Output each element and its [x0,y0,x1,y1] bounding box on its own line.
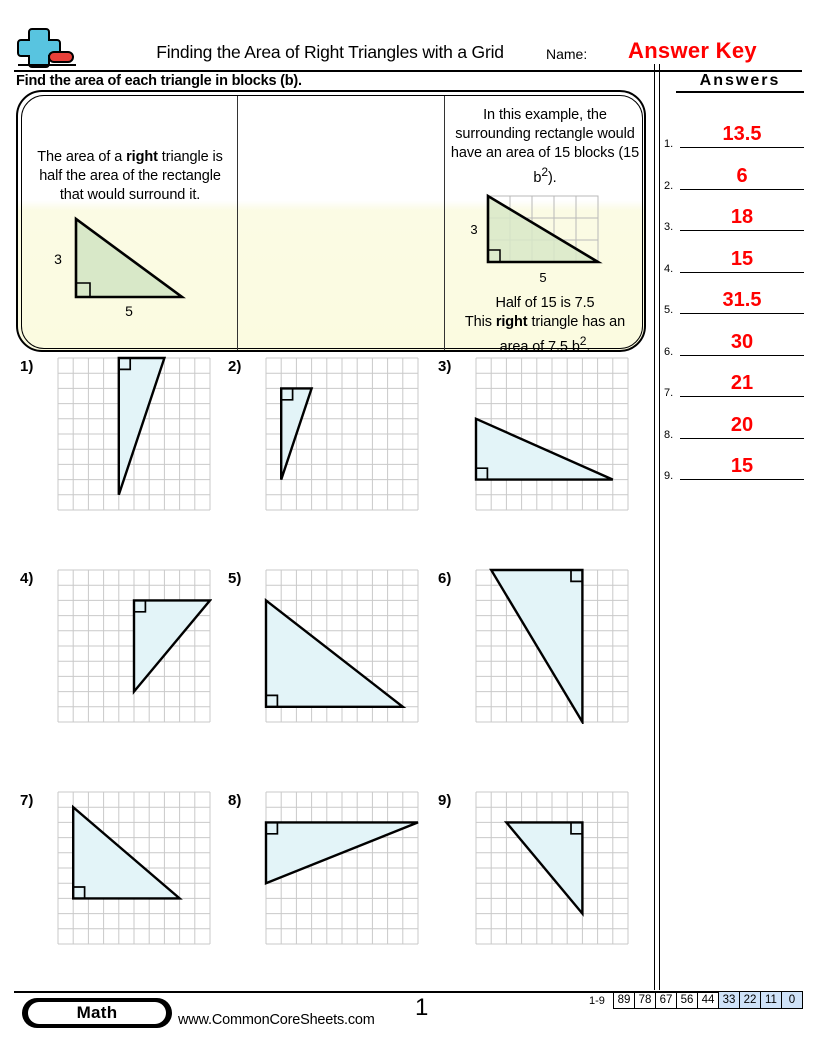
example-right-triangle [446,188,644,288]
answer-value-8: 20 [730,413,754,436]
answer-blank-line-5[interactable] [680,313,804,314]
answer-row-2 [664,164,804,192]
answer-row-3 [664,206,804,233]
answer-value-1: 13.5 [722,123,762,145]
example-right-bot-sup: 2 [579,333,587,348]
triangle-shape [266,600,403,706]
example-left-text-part1: The area of a [37,149,127,165]
instruction-text: Find the area of each triangle in blocks (b). [16,73,302,89]
scale-cell-67: 67 [656,992,677,1009]
scoring-scale-table [613,991,803,1009]
svg-text:3: 3 [470,221,478,237]
scale-cell-22: 22 [740,992,761,1009]
answer-value-6: 30 [730,330,754,353]
answer-number-4: 4. [664,262,674,275]
example-right-text-bottom [446,288,644,352]
answer-row-8 [664,413,804,441]
subject-badge [22,998,172,1028]
answers-heading: Answers [676,72,804,93]
problem-grid-9 [474,790,630,946]
problem-number-9: 9) [438,792,452,809]
answer-blank-line-8[interactable] [680,438,804,439]
scale-cell-56: 56 [677,992,698,1009]
scale-range-label: 1-9 [589,995,605,1007]
problem-grid-2 [264,356,420,512]
example-left-text-part2: triangle is half the area of the rectangle that would surround it. [39,149,223,203]
scale-cell-78: 78 [635,992,656,1009]
answer-row-7 [664,372,804,399]
plus-minus-logo-icon [16,26,78,68]
example-right-text-top [446,96,644,188]
problem-number-6: 6) [438,570,452,587]
svg-text:5: 5 [125,303,133,319]
name-value: Answer Key [628,38,757,63]
answer-number-2: 2. [664,179,674,192]
answer-value-4: 15 [730,247,754,270]
example-right-bot-line3b: . [586,338,591,352]
problem-number-3: 3) [438,358,452,375]
problem-grid-6 [474,568,630,724]
example-box [16,90,646,352]
answer-row-4 [664,247,804,275]
problem-number-1: 1) [20,358,34,375]
example-left-text-bold: right [126,149,158,165]
answer-value-9: 15 [730,455,754,477]
answer-number-3: 3. [664,221,674,233]
page-header [0,0,816,72]
example-right-top-main: In this example, the surrounding rectangle would have an area of 15 blocks (15 b [450,107,640,186]
answer-row-6 [664,330,804,358]
answer-number-8: 8. [664,428,674,441]
column-divider [654,64,660,990]
svg-text:5: 5 [539,269,547,285]
example-right-bot-bold: right [495,313,528,330]
example-column-middle [237,96,445,350]
problem-grid-1 [56,356,212,512]
answer-blank-line-1[interactable] [680,147,804,148]
example-right-top-end: ). [547,169,557,186]
example-right-bot-line3a: area of 7.5 b [499,338,580,352]
example-right-top-sup: 2 [541,165,548,179]
name-label: Name: [546,46,588,62]
subject-badge-label: Math [28,1002,166,1024]
answer-number-7: 7. [664,387,674,399]
footer-url: www.CommonCoreSheets.com [178,1012,375,1028]
problem-number-8: 8) [228,792,242,809]
answer-blank-line-6[interactable] [680,355,804,356]
problem-grid-7 [56,790,212,946]
scale-cell-44: 44 [698,992,719,1009]
page-number: 1 [415,994,429,1021]
answer-blank-line-9[interactable] [680,479,804,480]
answer-value-3: 18 [730,206,754,228]
answer-value-7: 21 [730,372,754,394]
triangle-shape [119,358,165,495]
example-left-text [24,96,236,205]
problem-grid-5 [264,568,420,724]
answer-blank-line-2[interactable] [680,189,804,190]
problem-number-4: 4) [20,570,34,587]
example-left-triangle [24,211,236,321]
scoring-scale-row [614,992,803,1009]
problem-grid-4 [56,568,212,724]
answer-value-5: 31.5 [722,289,762,311]
answer-blank-line-4[interactable] [680,272,804,273]
answer-number-9: 9. [664,470,674,482]
answer-number-1: 1. [664,138,674,150]
problem-number-5: 5) [228,570,242,587]
answer-number-6: 6. [664,345,674,358]
scale-cell-0: 0 [782,992,803,1009]
answer-row-1 [664,123,804,150]
problem-number-7: 7) [20,792,34,809]
example-right-bot-line1: Half of 15 is 7.5 [495,294,595,311]
answer-row-9 [664,455,804,482]
example-column-right [446,96,644,350]
scale-cell-89: 89 [614,992,635,1009]
example-right-bot-line2a: This [464,313,496,330]
problem-grid-8 [264,790,420,946]
example-right-bot-line2c: triangle has an [527,313,626,330]
page-title: Finding the Area of Right Triangles with a Grid [156,42,504,62]
answer-number-5: 5. [664,304,674,316]
svg-text:3: 3 [54,251,62,267]
answer-value-2: 6 [736,164,748,187]
example-column-left [24,96,236,350]
answer-blank-line-3[interactable] [680,230,804,231]
problem-number-2: 2) [228,358,242,375]
scale-cell-11: 11 [761,992,782,1009]
answer-blank-line-7[interactable] [680,396,804,397]
problem-grid-3 [474,356,630,512]
answer-row-5 [664,289,804,316]
scale-cell-33: 33 [719,992,740,1009]
